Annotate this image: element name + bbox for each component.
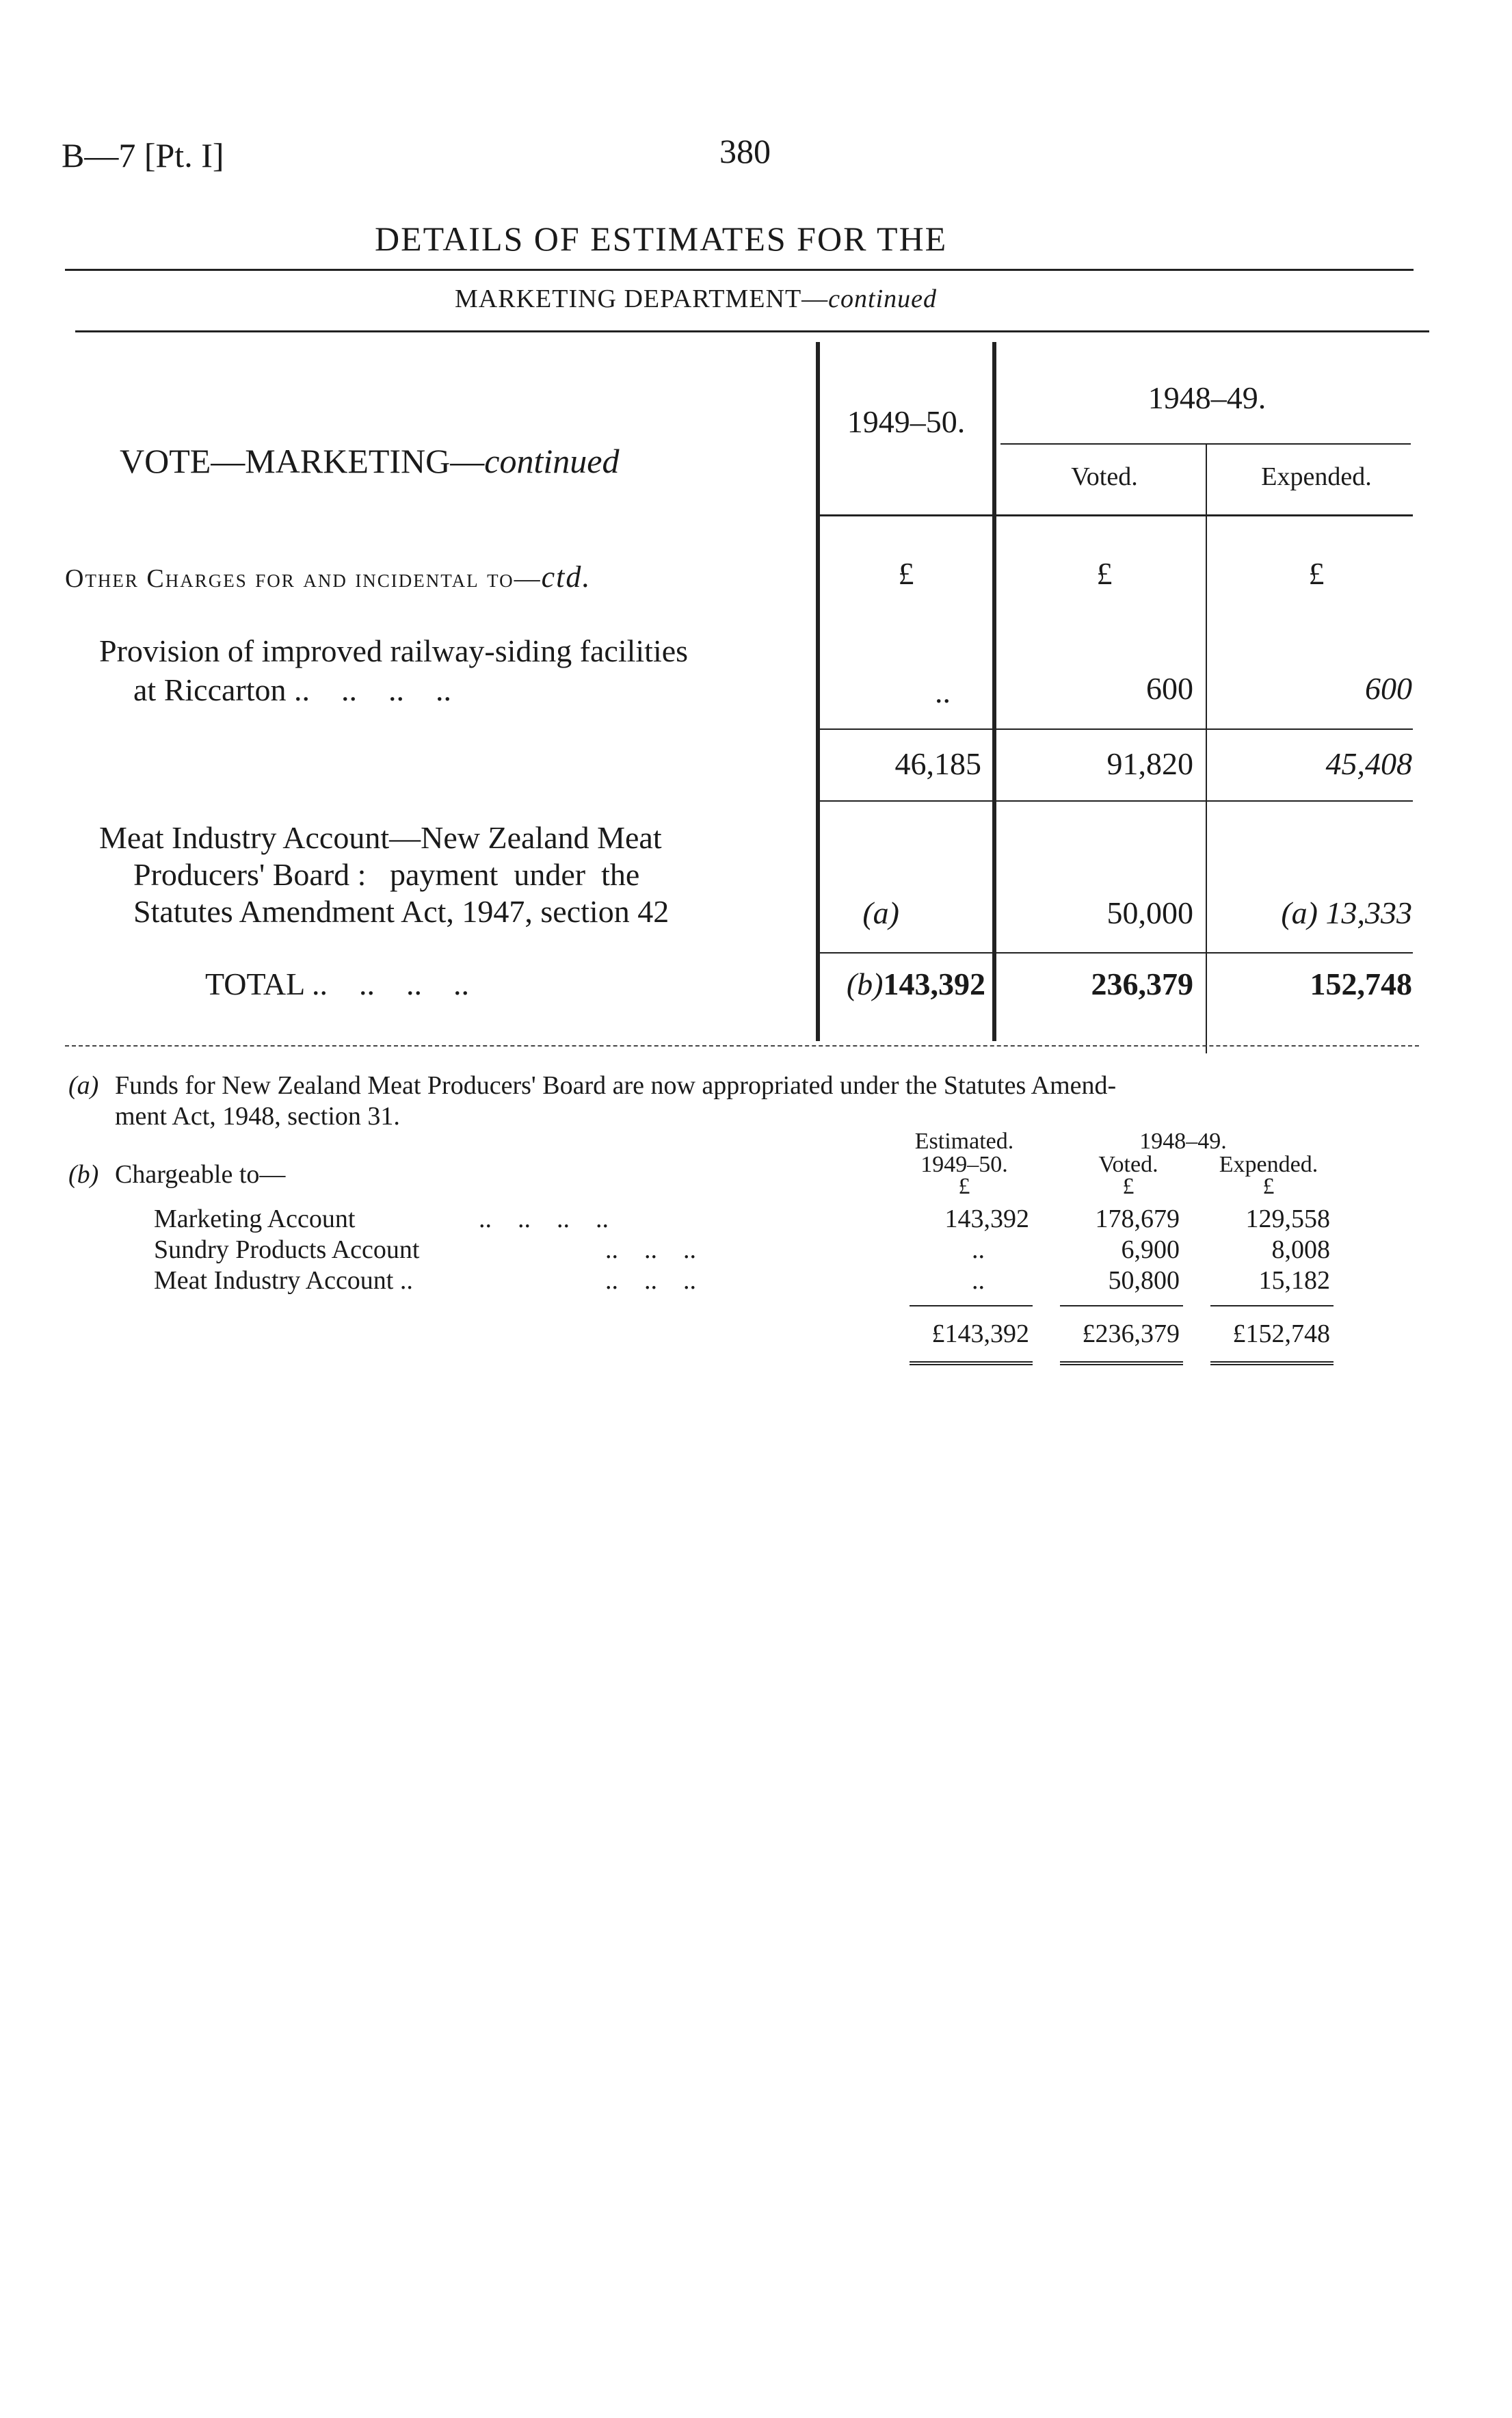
subtotal-1949-50: 46,185 [894, 746, 981, 781]
footnote-b-currency-estimated: £ [958, 1174, 970, 1199]
footnote-b-row1-voted: 178,679 [1095, 1205, 1180, 1233]
row2-description-line1: Meat Industry Account—New Zealand Meat [99, 820, 662, 855]
footnote-b-sum-rule-expended [1210, 1305, 1334, 1306]
column-header-1949-50: 1949–50. [847, 404, 966, 439]
footnote-b-row2-expended: 8,008 [1271, 1235, 1330, 1264]
total-1949-50: (b)143,392 [846, 967, 985, 1001]
footnote-b-marker: (b) [68, 1160, 99, 1189]
footnote-b-total-voted: £236,379 [1082, 1319, 1180, 1348]
currency-expended: £ [1308, 556, 1325, 591]
subtotal-bottom-rule [818, 800, 1413, 802]
footnote-b-header-voted: Voted. [1098, 1152, 1158, 1177]
total-rule [818, 952, 1413, 954]
column-header-expended: Expended. [1261, 462, 1372, 491]
subtitle-rule [75, 330, 1429, 332]
total-voted: 236,379 [1091, 967, 1193, 1001]
subtotal-rule [818, 728, 1413, 730]
column-divider-left [816, 342, 820, 1041]
row1-description-line2: at Riccarton .. .. .. .. [133, 672, 452, 707]
vote-title: VOTE—MARKETING—continued [120, 442, 620, 480]
footnote-b-double-rule-estimated [910, 1361, 1033, 1365]
footnote-b-row3-estimated: .. [972, 1266, 985, 1295]
table-bottom-rule [65, 1045, 1419, 1047]
row1-expended: 600 [1365, 671, 1412, 706]
footnote-b-row2-voted: 6,900 [1121, 1235, 1180, 1264]
footnote-b-header-1948-49: 1948–49. [1139, 1129, 1227, 1154]
footnote-b-double-rule-expended [1210, 1361, 1334, 1365]
row2-expended: (a) 13,333 [1281, 895, 1412, 930]
row1-1949-50: .. [935, 674, 951, 709]
footnote-b-row3-label: Meat Industry Account .. [154, 1266, 413, 1295]
subtotal-expended: 45,408 [1325, 746, 1412, 781]
footnote-b-row3-dots: .. .. .. [605, 1266, 696, 1295]
footnote-b-sum-rule-voted [1060, 1305, 1183, 1306]
footnote-b-currency-expended: £ [1262, 1174, 1275, 1199]
footnote-b-row2-label: Sundry Products Account [154, 1235, 420, 1264]
row2-description-line2: Producers' Board : payment under the [133, 857, 640, 892]
footnote-b-double-rule-voted [1060, 1361, 1183, 1365]
row2-description-line3: Statutes Amendment Act, 1947, section 42 [133, 894, 669, 929]
currency-1949-50: £ [898, 556, 914, 591]
page-number: 380 [719, 132, 771, 170]
footnote-b-currency-voted: £ [1122, 1174, 1135, 1199]
footnote-b-row3-voted: 50,800 [1108, 1266, 1180, 1295]
footnote-b-header-1949-50: 1949–50. [920, 1152, 1008, 1177]
row2-voted: 50,000 [1106, 895, 1193, 930]
document-code: B—7 [Pt. I] [62, 136, 224, 174]
footnote-b-label: Chargeable to— [115, 1160, 286, 1189]
total-expended: 152,748 [1310, 967, 1412, 1001]
footnote-b-header-expended: Expended. [1219, 1152, 1318, 1177]
column-divider-middle [992, 342, 996, 1041]
footnote-b-row2-dots: .. .. .. [605, 1235, 696, 1264]
footnote-b-row3-expended: 15,182 [1258, 1266, 1330, 1295]
footnote-b-row1-expended: 129,558 [1245, 1205, 1330, 1233]
title-rule [65, 269, 1414, 271]
total-label: TOTAL .. .. .. .. [205, 967, 470, 1001]
currency-voted: £ [1096, 556, 1113, 591]
column-divider-right [1206, 445, 1207, 1053]
column-header-1948-49: 1948–49. [1148, 380, 1266, 415]
footnote-b-row1-label: Marketing Account [154, 1205, 356, 1233]
page-title: DETAILS OF ESTIMATES FOR THE [375, 220, 948, 258]
table-header-rule [818, 514, 1413, 516]
page-subtitle: MARKETING DEPARTMENT—continued [455, 285, 938, 313]
section-heading: Other Charges for and incidental to—ctd. [65, 560, 592, 594]
year-group-rule [1000, 443, 1411, 445]
footnote-b-row2-estimated: .. [972, 1235, 985, 1264]
footnote-b-header-estimated: Estimated. [914, 1129, 1014, 1154]
footnote-b-row1-dots: .. .. .. .. [479, 1205, 609, 1233]
footnote-a-line1: Funds for New Zealand Meat Producers' Board are now appropriated under the Statutes Amend- [115, 1071, 1117, 1100]
footnote-b-total-expended: £152,748 [1232, 1319, 1330, 1348]
footnote-b-sum-rule-estimated [910, 1305, 1033, 1306]
footnote-a-line2: ment Act, 1948, section 31. [115, 1102, 400, 1131]
footnote-b-row1-estimated: 143,392 [944, 1205, 1029, 1233]
footnote-b-total-estimated: £143,392 [931, 1319, 1029, 1348]
row1-description-line1: Provision of improved railway-siding facilities [99, 633, 689, 668]
footnote-a-marker: (a) [68, 1071, 99, 1100]
subtotal-voted: 91,820 [1106, 746, 1193, 781]
row1-voted: 600 [1146, 671, 1193, 706]
column-header-voted: Voted. [1071, 462, 1138, 491]
row2-1949-50: (a) [862, 895, 899, 930]
